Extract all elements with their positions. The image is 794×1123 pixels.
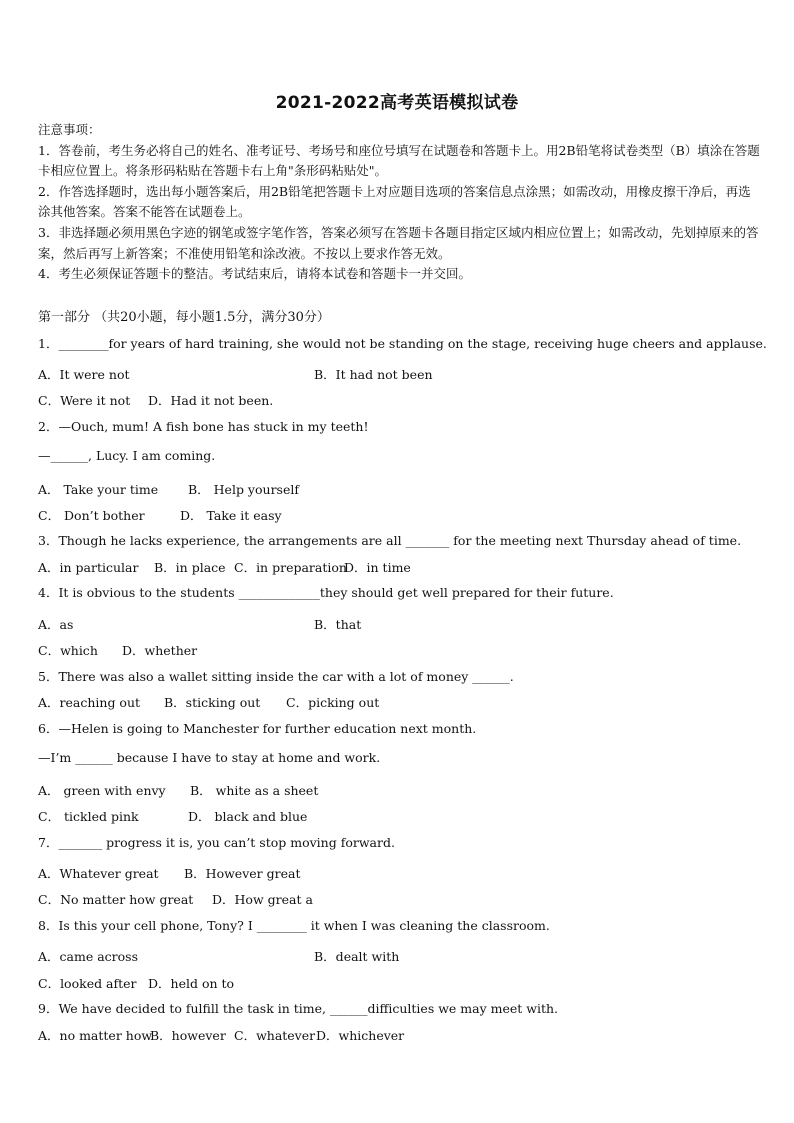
option[interactable]: D． Take it easy [180,508,282,523]
question-stem-reply: —______, Lucy. I am coming. [38,448,216,463]
question-stem: 8．Is this your cell phone, Tony? I ________ it when I was cleaning the classroom. [38,918,550,933]
question-stem: 4．It is obvious to the students _____________they should get well prepared for their future. [38,585,614,600]
option[interactable]: D．How great a [212,892,313,907]
option[interactable]: C．picking out [286,695,380,710]
option[interactable]: D．Had it not been. [148,393,274,408]
question-stem: 9．We have decided to fulfill the task in time, ______difficulties we may meet with. [38,1001,559,1016]
option[interactable]: A．Whatever great [38,866,159,881]
option[interactable]: B． white as a sheet [190,783,319,798]
option[interactable]: C．in preparation [234,560,347,575]
option[interactable]: B．sticking out [164,695,261,710]
option[interactable]: A．in particular [38,560,139,575]
option[interactable]: B．in place [154,560,226,575]
notice-item: 2．作答选择题时，选出每小题答案后，用2B铅笔把答题卡上对应题目选项的答案信息点涂黑；如需改动，用橡皮擦干净后，再选涂其他答案。答案不能答在试题卷上。 [38,183,751,220]
notice-item: 1．答卷前，考生务必将自己的姓名、准考证号、考场号和座位号填写在试题卷和答题卡上。用2B铅笔将试卷类型（B）填涂在答题卡相应位置上。将条形码粘贴在答题卡右上角"条形码粘贴处"。 [38,142,760,179]
option[interactable]: B．It had not been [314,367,433,382]
question-stem: 2．—Ouch, mum! A fish bone has stuck in my teeth! [38,419,369,434]
option[interactable]: B．that [314,617,362,632]
option[interactable]: D．whichever [316,1028,405,1043]
option[interactable]: A．reaching out [38,695,141,710]
option[interactable]: A． green with envy [38,783,166,798]
option[interactable]: C． Don’t bother [38,508,145,523]
option[interactable]: B．dealt with [314,949,400,964]
section-heading: 第一部分 （共20小题，每小题1.5分，满分30分） [38,310,330,325]
option[interactable]: C． tickled pink [38,809,139,824]
question-stem-reply: —I’m ______ because I have to stay at home and work. [38,750,381,765]
option[interactable]: C．Were it not [38,393,131,408]
page-title: 2021-2022高考英语模拟试卷 [275,93,519,113]
notice-item: 3．非选择题必须用黑色字迹的钢笔或签字笔作答，答案必须写在答题卡各题目指定区域内相应位置上；如需改动，先划掉原来的答案，然后再写上新答案；不准使用铅笔和涂改液。不按以上要求作答无效。 [38,224,759,261]
option[interactable]: A．no matter how [38,1028,153,1043]
question-stem: 6．—Helen is going to Manchester for further education next month. [38,721,477,736]
notice-item: 4．考生必须保证答题卡的整洁。考试结束后，请将本试卷和答题卡一并交回。 [38,266,471,282]
question-stem: 7．_______ progress it is, you can’t stop moving forward. [38,835,395,850]
question-stem: 1．________for years of hard training, she would not be standing on the stage, receiving huge cheers and applause. [38,336,767,351]
option[interactable]: D．in time [344,560,411,575]
option[interactable]: A． Take your time [38,482,159,497]
option[interactable]: A．as [38,617,74,632]
option[interactable]: C．which [38,643,98,658]
notice-block [38,120,760,285]
option[interactable]: A．came across [38,949,138,964]
option[interactable]: D．held on to [148,976,235,991]
option[interactable]: B．however [150,1028,226,1043]
option[interactable]: C．whatever [234,1028,316,1043]
option[interactable]: D． black and blue [188,809,308,824]
option[interactable]: B． Help yourself [188,482,299,497]
option[interactable]: C．looked after [38,976,137,991]
option[interactable]: C．No matter how great [38,892,194,907]
option[interactable]: D．whether [122,643,198,658]
question-stem: 5．There was also a wallet sitting inside the car with a lot of money ______. [38,669,514,684]
question-stem: 3．Though he lacks experience, the arrangements are all _______ for the meeting next Thursday ahead of time. [38,533,742,548]
option[interactable]: B．However great [184,866,301,881]
option[interactable]: A．It were not [38,367,130,382]
notice-heading: 注意事项： [38,122,101,137]
